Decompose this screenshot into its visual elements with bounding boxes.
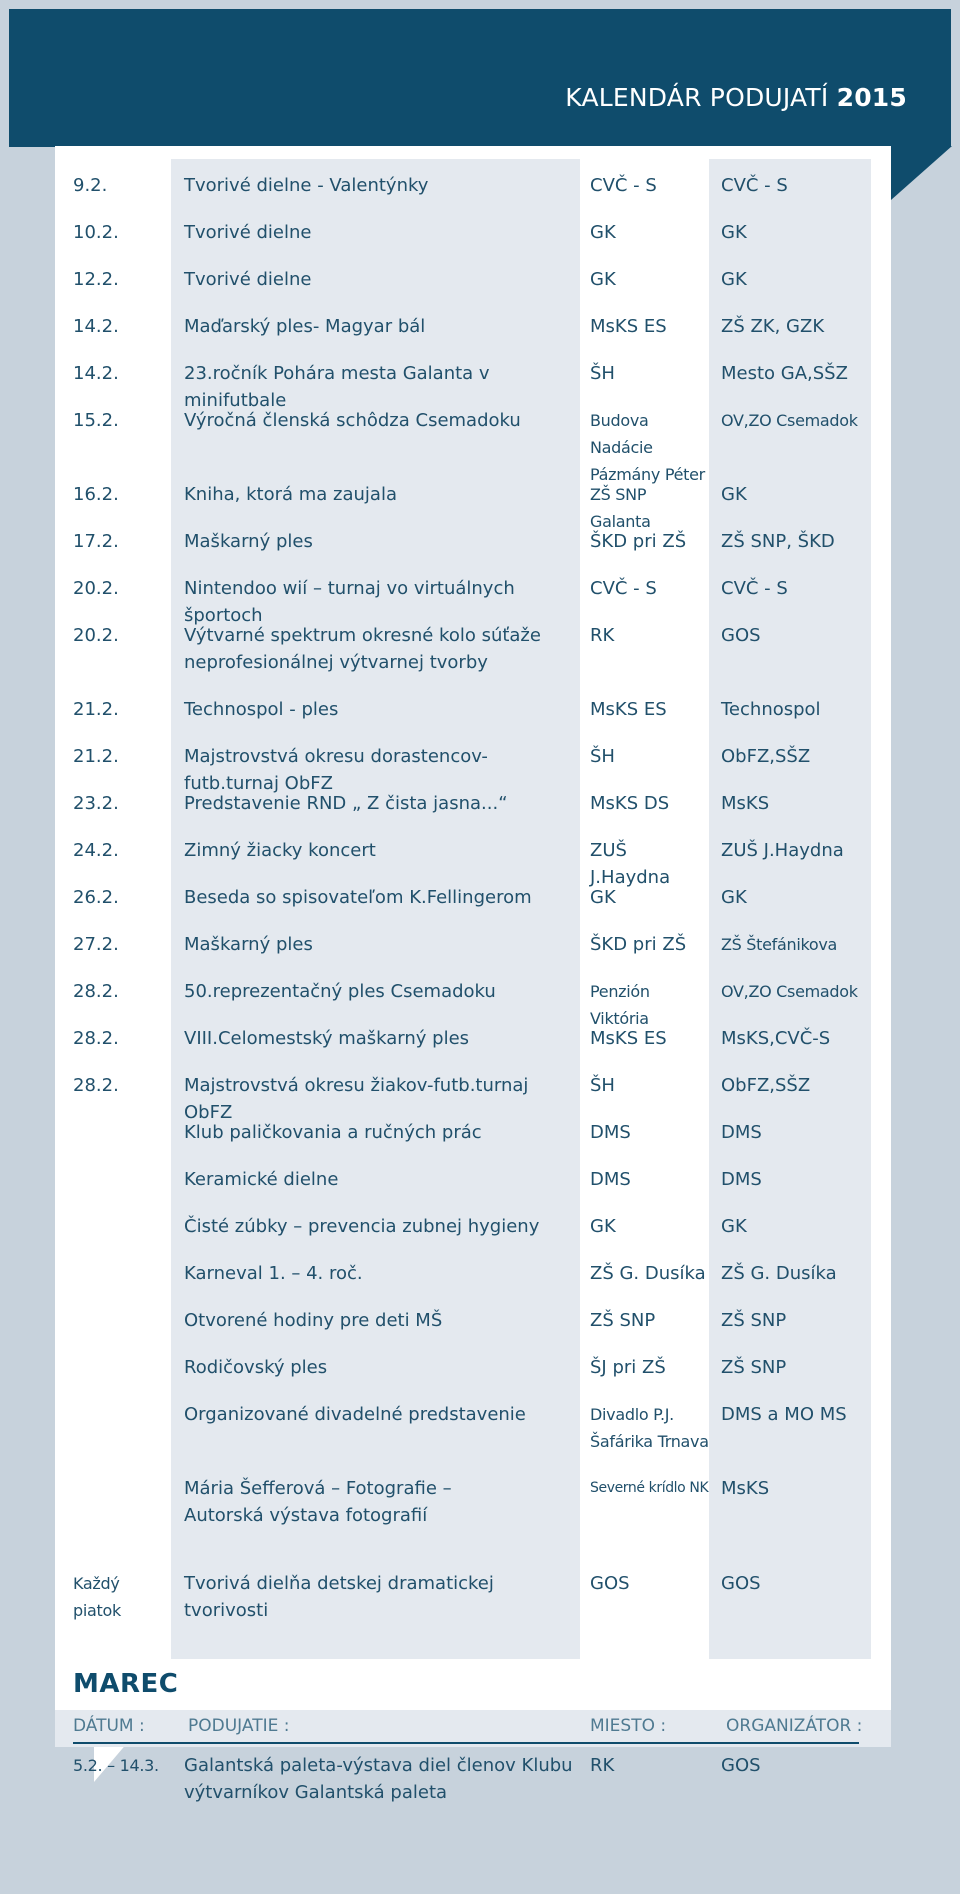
event-name: Zimný žiacky koncert [184, 840, 376, 861]
event-place: GK [590, 887, 616, 908]
event-place: ZUŠ J.Haydna [590, 840, 671, 888]
event-organizer: ZŠ SNP [721, 1310, 787, 1331]
event-organizer: ObFZ,SŠZ [721, 1075, 811, 1096]
event-name: Čisté zúbky – prevencia zubnej hygieny [184, 1216, 540, 1237]
event-place: RK [590, 1755, 615, 1776]
event-date: Každý piatok [73, 1574, 121, 1620]
event-date: 20.2. [73, 578, 119, 599]
event-date: 21.2. [73, 746, 119, 767]
event-name: Maškarný ples [184, 531, 313, 552]
event-place: ŠKD pri ZŠ [590, 934, 687, 955]
event-organizer: GOS [721, 625, 761, 646]
header-banner [9, 9, 951, 147]
event-name: Majstrovstvá okresu dorastencov-futb.turnaj ObFZ [184, 746, 488, 794]
event-organizer: GK [721, 222, 747, 243]
event-organizer: ZŠ ZK, GZK [721, 316, 825, 337]
event-date: 26.2. [73, 887, 119, 908]
event-place: DMS [590, 1122, 631, 1143]
column-header-event: PODUJATIE : [188, 1716, 290, 1736]
event-date: 17.2. [73, 531, 119, 552]
event-name-line: Galantská paleta-výstava diel členov Klubu [184, 1755, 573, 1776]
event-place: ŠH [590, 1075, 615, 1096]
event-place: MsKS ES [590, 316, 667, 337]
event-name: 50.reprezentačný ples Csemadoku [184, 981, 496, 1002]
event-organizer: ZŠ G. Dusíka [721, 1263, 837, 1284]
event-place: ZŠ SNP Galanta [590, 485, 651, 531]
event-place: Severné krídlo NK [590, 1480, 709, 1496]
event-place: CVČ - S [590, 578, 657, 599]
event-date: 23.2. [73, 793, 119, 814]
event-organizer: MsKS [721, 793, 770, 814]
event-name: Rodičovský ples [184, 1357, 328, 1378]
event-organizer: DMS [721, 1169, 762, 1190]
month-title-march: MAREC [73, 1669, 179, 1699]
event-organizer: CVČ - S [721, 578, 788, 599]
march-header-divider [73, 1742, 859, 1744]
event-organizer: Technospol [721, 699, 821, 720]
event-organizer: GOS [721, 1755, 761, 1776]
event-date: 27.2. [73, 934, 119, 955]
event-name: Organizované divadelné predstavenie [184, 1404, 526, 1425]
event-place: RK [590, 625, 615, 646]
event-place-line: Budova Nadácie [590, 411, 653, 457]
event-place: GK [590, 222, 616, 243]
event-name: Majstrovstvá okresu žiakov-futb.turnaj ObFZ [184, 1075, 529, 1123]
page-fold-top [891, 146, 952, 200]
event-name: Maďarský ples- Magyar bál [184, 316, 426, 337]
event-place: Penzión Viktória [590, 982, 650, 1028]
event-date: 12.2. [73, 269, 119, 290]
event-date: 28.2. [73, 981, 119, 1002]
page-title: KALENDÁR PODUJATÍ 2015 [565, 83, 907, 112]
event-place-line: Pázmány Péter [590, 465, 705, 484]
event-date: 15.2. [73, 410, 119, 431]
event-name-line: Mária Šefferová – Fotografie – [184, 1478, 452, 1499]
event-place: ŠH [590, 746, 615, 767]
event-organizer: Mesto GA,SŠZ [721, 363, 848, 384]
event-name [184, 1475, 582, 1529]
event-place: ŠKD pri ZŠ [590, 531, 687, 552]
event-place: MsKS ES [590, 1028, 667, 1049]
event-organizer: DMS [721, 1122, 762, 1143]
event-name [184, 1752, 582, 1806]
event-name-line: Výtvarné spektrum okresné kolo súťaže [184, 625, 541, 646]
event-place: ŠH [590, 363, 615, 384]
event-organizer: GK [721, 1216, 747, 1237]
event-name: Kniha, ktorá ma zaujala [184, 484, 397, 505]
event-organizer: GK [721, 484, 747, 505]
event-name: Beseda so spisovateľom K.Fellingerom [184, 887, 532, 908]
event-organizer: ObFZ,SŠZ [721, 746, 811, 767]
event-organizer: ZŠ Štefánikova [721, 935, 838, 954]
event-organizer: MsKS [721, 1478, 770, 1499]
event-organizer: MsKS,CVČ-S [721, 1028, 831, 1049]
event-name: Tvorivé dielne [184, 222, 312, 243]
event-place: ZŠ G. Dusíka [590, 1263, 706, 1284]
event-organizer: DMS a MO MS [721, 1404, 847, 1425]
event-name: Maškarný ples [184, 934, 313, 955]
event-place: ZŠ SNP [590, 1310, 656, 1331]
event-name: Tvorivá dielňa detskej dramatickej tvorivosti [184, 1573, 494, 1621]
event-place [590, 1401, 710, 1455]
event-place: ŠJ pri ZŠ [590, 1357, 666, 1378]
column-header-date: DÁTUM : [73, 1716, 145, 1736]
page-title-year: 2015 [836, 83, 907, 112]
event-organizer: OV,ZO Csemadok [721, 411, 858, 430]
event-organizer: CVČ - S [721, 175, 788, 196]
event-name-line: výtvarníkov Galantská paleta [184, 1782, 448, 1803]
event-place: GK [590, 1216, 616, 1237]
event-name: Karneval 1. – 4. roč. [184, 1263, 363, 1284]
event-organizer: GK [721, 269, 747, 290]
event-place: GOS [590, 1573, 630, 1594]
event-place: DMS [590, 1169, 631, 1190]
event-place: GK [590, 269, 616, 290]
event-name: Výročná členská schôdza Csemadoku [184, 410, 521, 431]
event-name-line: Autorská výstava fotografií [184, 1505, 428, 1526]
event-name: Predstavenie RND „ Z čista jasna...“ [184, 793, 508, 814]
event-place-line: Divadlo P.J. [590, 1405, 674, 1424]
column-header-place: MIESTO : [590, 1716, 667, 1736]
event-date: 28.2. [73, 1075, 119, 1096]
event-date: 28.2. [73, 1028, 119, 1049]
event-organizer: ZŠ SNP [721, 1357, 787, 1378]
event-place: MsKS DS [590, 793, 670, 814]
event-place-line: Šafárika Trnava [590, 1432, 709, 1451]
event-name: Tvorivé dielne - Valentýnky [184, 175, 429, 196]
event-name-line: neprofesionálnej výtvarnej tvorby [184, 652, 488, 673]
event-name: Otvorené hodiny pre deti MŠ [184, 1310, 443, 1331]
column-header-organizer: ORGANIZÁTOR : [726, 1716, 863, 1736]
event-date: 5.2. – 14.3. [73, 1756, 159, 1775]
event-name: Keramické dielne [184, 1169, 339, 1190]
event-date: 9.2. [73, 175, 108, 196]
event-date: 24.2. [73, 840, 119, 861]
event-date: 14.2. [73, 316, 119, 337]
event-name [184, 622, 582, 676]
event-name: Klub paličkovania a ručných prác [184, 1122, 482, 1143]
event-date: 10.2. [73, 222, 119, 243]
event-organizer: GK [721, 887, 747, 908]
event-name: 23.ročník Pohára mesta Galanta v minifutbale [184, 363, 490, 411]
event-place: CVČ - S [590, 175, 657, 196]
event-organizer: GOS [721, 1573, 761, 1594]
event-name: Nintendoo wií – turnaj vo virtuálnych športoch [184, 578, 515, 626]
march-section-bar [55, 1659, 891, 1710]
event-organizer: ZUŠ J.Haydna [721, 840, 844, 861]
event-organizer: OV,ZO Csemadok [721, 982, 858, 1001]
event-name: VIII.Celomestský maškarný ples [184, 1028, 470, 1049]
event-organizer: ZŠ SNP, ŠKD [721, 531, 835, 552]
event-name: Technospol - ples [184, 699, 339, 720]
event-place: MsKS ES [590, 699, 667, 720]
event-place [590, 407, 710, 488]
event-date: 20.2. [73, 625, 119, 646]
event-date: 21.2. [73, 699, 119, 720]
event-date: 16.2. [73, 484, 119, 505]
event-name: Tvorivé dielne [184, 269, 312, 290]
event-date: 14.2. [73, 363, 119, 384]
